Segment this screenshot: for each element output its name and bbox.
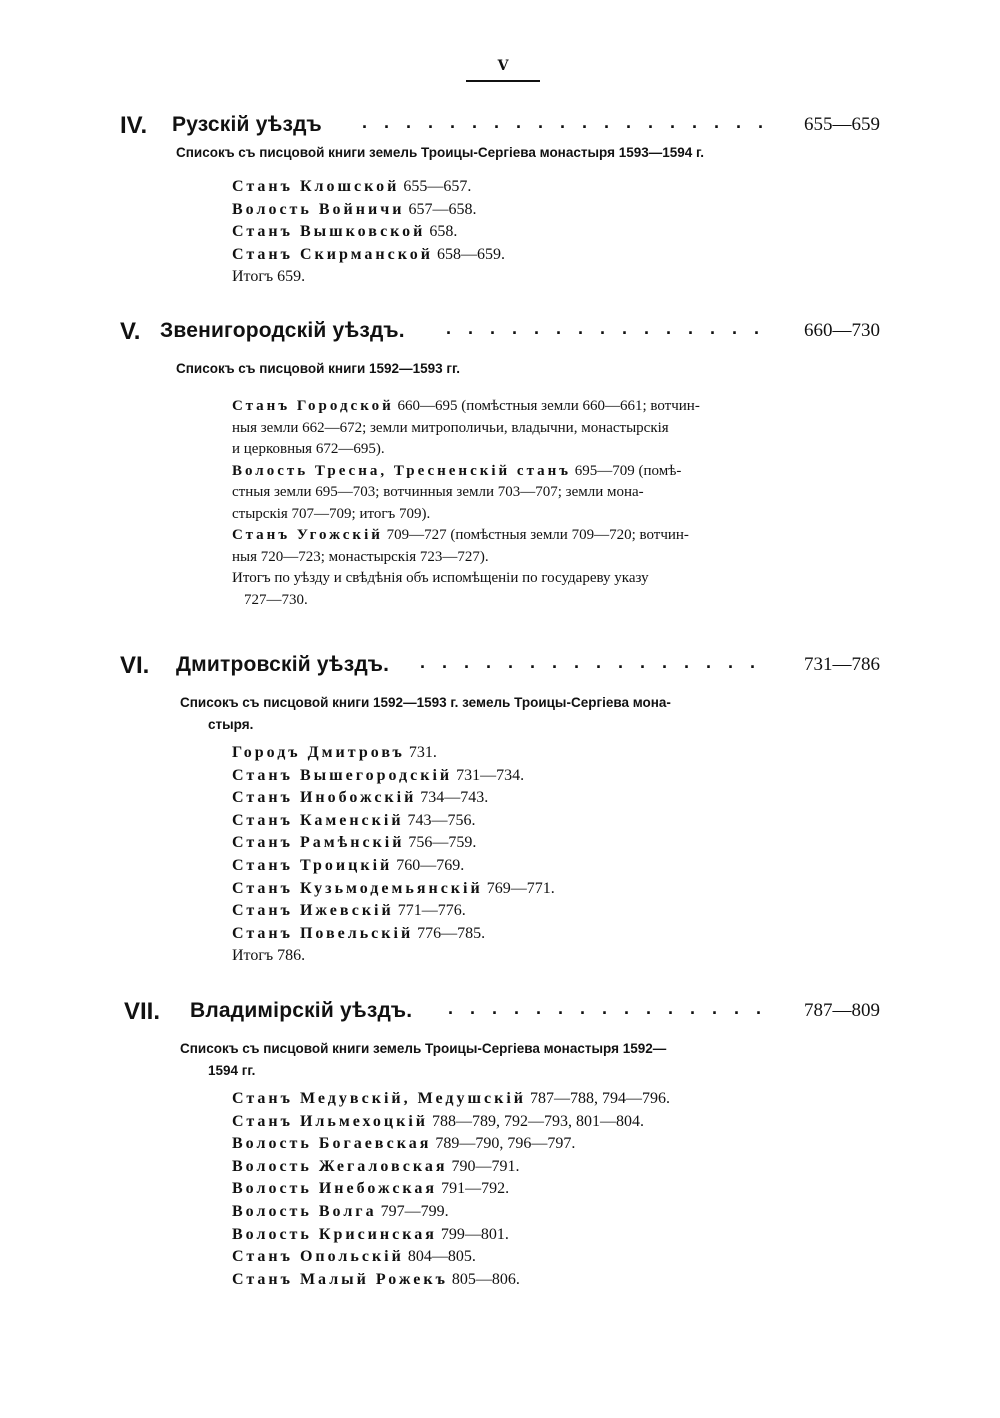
- source-text: Списокъ съ писцовой книги земель Троицы-Сергіева монастыря 1592—: [180, 1041, 667, 1056]
- list-item: [232, 525, 792, 568]
- entry-pages: 731.: [408, 744, 437, 761]
- list-item: [232, 923, 792, 946]
- section-roman-numeral: IV.: [120, 112, 148, 139]
- section-title: Рузскій уѣздъ: [172, 113, 322, 136]
- section-iv: [0, 112, 1000, 286]
- entry-name: Станъ Рамѣнскій: [232, 834, 405, 852]
- list-item: [232, 1156, 792, 1179]
- source-continuation: стыря.: [208, 717, 254, 732]
- entry-pages: 734—743.: [420, 789, 489, 807]
- entry-name: Станъ Ижевскій: [232, 902, 394, 920]
- entry-name: Станъ Инобожскій: [232, 789, 417, 807]
- entry-continuation: стныя земли 695—703; вотчинныя земли 703—707; земли мона-: [232, 484, 644, 500]
- list-item: [232, 199, 792, 222]
- entry-pages: 789—790, 796—797.: [435, 1135, 576, 1153]
- entry-pages: 797—799.: [380, 1202, 449, 1220]
- entry-continuation: ныя 720—723; монастырскія 723—727).: [232, 548, 489, 565]
- entry-continuation: и церковныя 672—695).: [232, 441, 385, 457]
- entry-continuation: 727—730.: [244, 591, 308, 608]
- list-item: [232, 1178, 792, 1201]
- list-item: [232, 1246, 792, 1269]
- entry-pages: 657—658.: [408, 200, 477, 218]
- list-item: [232, 810, 792, 833]
- entry-name: Волость Богаевская: [232, 1135, 432, 1153]
- section-v: [0, 318, 1000, 608]
- entry-pages: 760—769.: [396, 856, 465, 874]
- section-page-range: 660—730: [804, 320, 880, 341]
- list-item: [232, 855, 792, 878]
- entry-name: Станъ Медувскій, Медушскій: [232, 1090, 527, 1107]
- entry-name: Городъ Дмитровъ: [232, 744, 405, 761]
- section-heading: [0, 998, 1000, 1028]
- section-heading: [0, 318, 1000, 348]
- entry-name: Волость Войничи: [232, 200, 405, 218]
- leader-dots: . . . . . . . . . . . . . . .: [446, 318, 766, 338]
- entry-pages: 660—695 (помѣстныя земли 660—661; вотчин-: [397, 398, 700, 414]
- entry-name: Станъ Каменскій: [232, 811, 404, 829]
- list-item: [232, 1088, 792, 1111]
- entry-pages: 790—791.: [451, 1157, 520, 1175]
- entry-pages: 695—709 (помѣ-: [574, 462, 682, 479]
- entry-list: [232, 176, 792, 289]
- entry-pages: 805—806.: [451, 1270, 520, 1288]
- section-vi: [0, 652, 1000, 965]
- entry-pages: 786.: [277, 947, 306, 965]
- entry-pages: 731—734.: [456, 766, 525, 784]
- entry-pages: 799—801.: [440, 1225, 509, 1243]
- entry-pages: 791—792.: [441, 1180, 510, 1198]
- entry-name: Станъ Вышковской: [232, 223, 426, 241]
- list-item: [232, 461, 792, 526]
- list-item: [232, 878, 792, 901]
- entry-name: Волость Волга: [232, 1202, 377, 1220]
- entry-name: Волость Тресна, Тресненскій станъ: [232, 462, 572, 479]
- list-item: [232, 221, 792, 244]
- section-roman-numeral: VI.: [120, 652, 150, 679]
- section-page-range: 787—809: [804, 1000, 880, 1021]
- section-source: [180, 692, 800, 736]
- list-item: [232, 396, 792, 461]
- entry-name: Станъ Кузьмодемьянскій: [232, 879, 483, 897]
- entry-name: Итогъ: [232, 947, 274, 965]
- source-continuation: 1594 гг.: [208, 1063, 256, 1078]
- entry-name: Станъ Малый Рожекъ: [232, 1270, 448, 1288]
- entry-list: [232, 396, 792, 611]
- section-page-range: 655—659: [804, 114, 880, 135]
- entry-name: Станъ Ильмехоцкій: [232, 1112, 428, 1130]
- section-source: [176, 142, 796, 164]
- entry-name: Станъ Повельскій: [232, 924, 414, 942]
- entry-pages: 787—788, 794—796.: [530, 1090, 671, 1107]
- entry-pages: 658—659.: [436, 245, 505, 263]
- list-item: [232, 832, 792, 855]
- entry-name: Волость Жегаловская: [232, 1157, 448, 1175]
- section-source: [180, 1038, 800, 1082]
- list-item: [232, 1224, 792, 1247]
- section-roman-numeral: V.: [120, 318, 141, 345]
- entry-name: Станъ Городской: [232, 398, 394, 414]
- entry-pages: 804—805.: [407, 1248, 476, 1266]
- source-text: Списокъ съ писцовой книги 1592—1593 гг.: [176, 361, 460, 376]
- entry-pages: 743—756.: [407, 811, 476, 829]
- leader-dots: . . . . . . . . . . . . . . .: [448, 998, 768, 1018]
- section-source: [176, 358, 796, 380]
- entry-pages: 756—759.: [408, 834, 477, 852]
- section-heading: [0, 652, 1000, 682]
- list-item: [232, 1111, 792, 1134]
- page-number: V: [497, 58, 509, 74]
- entry-continuation: стырскія 707—709; итогъ 709).: [232, 505, 431, 522]
- list-item: [232, 945, 792, 968]
- entry-name: Станъ Вышегородскій: [232, 766, 453, 784]
- entry-name: Итогъ: [232, 268, 274, 286]
- list-item: [232, 1133, 792, 1156]
- entry-name: Итогъ по уѣзду и свѣдѣнія объ испомѣщеніи по государеву указу: [232, 570, 649, 586]
- entry-name: Станъ Троицкій: [232, 856, 393, 874]
- list-item: [232, 742, 792, 765]
- entry-pages: 776—785.: [417, 924, 486, 942]
- list-item: [232, 900, 792, 923]
- section-roman-numeral: VII.: [124, 998, 161, 1025]
- section-vii: [0, 998, 1000, 1288]
- source-text: Списокъ съ писцовой книги 1592—1593 г. земель Троицы-Сергіева мона-: [180, 695, 671, 710]
- page-number-rule: [466, 80, 540, 82]
- entry-pages: 659.: [277, 268, 306, 286]
- entry-pages: 769—771.: [486, 879, 555, 897]
- entry-name: Станъ Скирманской: [232, 245, 433, 263]
- list-item: [232, 765, 792, 788]
- entry-name: Волость Крисинская: [232, 1225, 437, 1243]
- list-item: [232, 1269, 792, 1292]
- entry-name: Станъ Опольскій: [232, 1248, 404, 1266]
- section-title: Звенигородскій уѣздъ.: [160, 319, 405, 342]
- entry-name: Волость Инебожская: [232, 1180, 438, 1198]
- section-page-range: 731—786: [804, 654, 880, 675]
- leader-dots: . . . . . . . . . . . . . . . .: [420, 652, 762, 672]
- entry-pages: 788—789, 792—793, 801—804.: [432, 1112, 644, 1130]
- section-heading: [0, 112, 1000, 142]
- entry-pages: 709—727 (помѣстныя земли 709—720; вотчин-: [386, 527, 689, 543]
- entry-name: Станъ Клошской: [232, 178, 400, 195]
- list-item: [232, 787, 792, 810]
- entry-list: [232, 742, 792, 968]
- list-item: [232, 176, 792, 199]
- entry-continuation: ныя земли 662—672; земли митрополичьи, владычни, монастырскія: [232, 419, 669, 436]
- entry-list: [232, 1088, 792, 1291]
- list-item: [232, 1201, 792, 1224]
- entry-name: Станъ Угожскій: [232, 527, 383, 543]
- leader-dots: . . . . . . . . . . . . . . . . . . .: [362, 112, 770, 132]
- list-item: [232, 568, 792, 611]
- entry-pages: 658.: [429, 223, 458, 241]
- list-item: [232, 244, 792, 267]
- section-title: Владимірскій уѣздъ.: [190, 999, 413, 1022]
- entry-pages: 771—776.: [397, 902, 466, 920]
- source-text: Списокъ съ писцовой книги земель Троицы-Сергіева монастыря 1593—1594 г.: [176, 145, 705, 160]
- section-title: Дмитровскій уѣздъ.: [176, 653, 390, 676]
- list-item: [232, 266, 792, 289]
- entry-pages: 655—657.: [403, 178, 472, 195]
